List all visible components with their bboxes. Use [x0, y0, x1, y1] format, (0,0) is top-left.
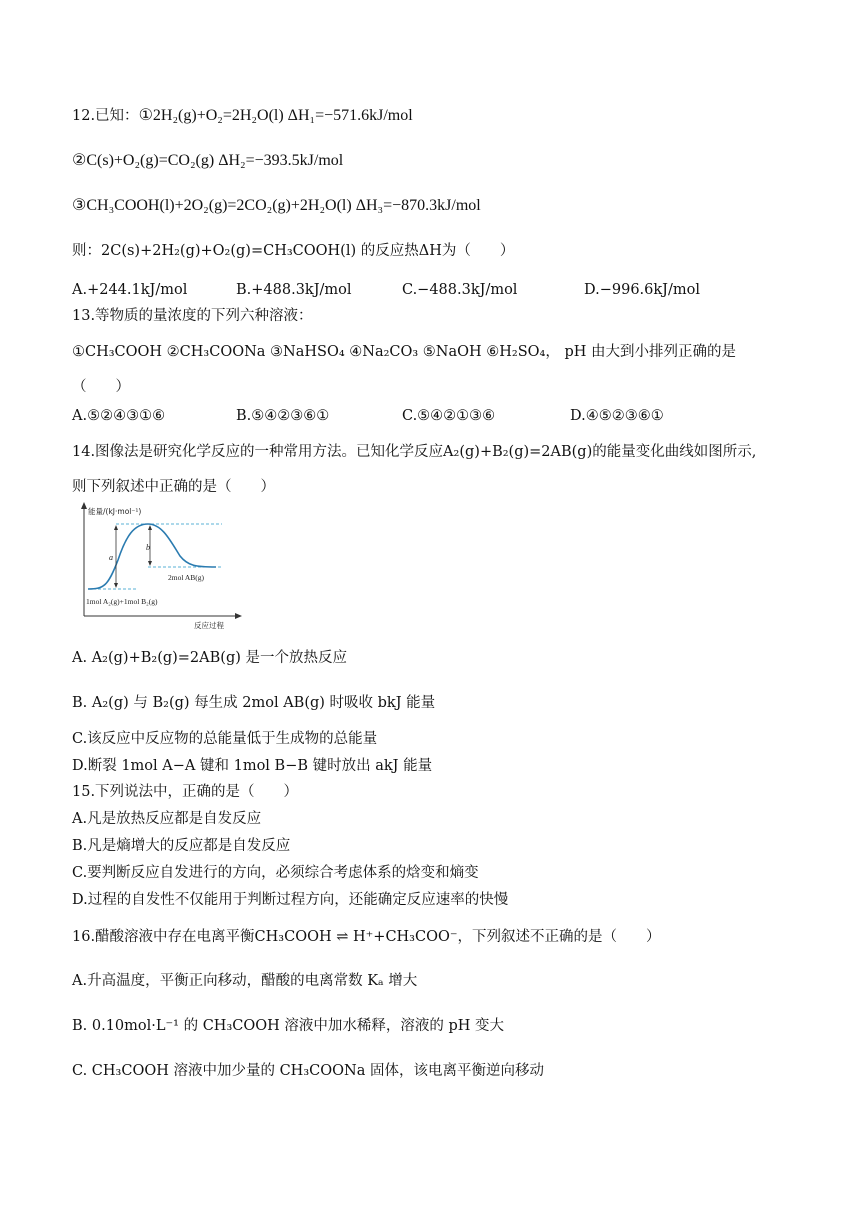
- q14-stem-1: 14.图像法是研究化学反应的一种常用方法。已知化学反应A₂(g)+B₂(g)=2AB(g)的能量变化曲线如图所示,: [72, 444, 757, 460]
- q12-prefix: 12.已知：: [72, 108, 139, 124]
- q12-option-d[interactable]: D.−996.6kJ/mol: [584, 282, 700, 298]
- q15-option-c[interactable]: C.要判断反应自发进行的方向，必须综合考虑体系的焓变和熵变: [72, 865, 479, 881]
- q14-option-a[interactable]: A. A₂(g)+B₂(g)=2AB(g) 是一个放热反应: [72, 650, 347, 666]
- q13-option-b[interactable]: B.⑤④②③⑥①: [236, 408, 330, 424]
- q13-list: ①CH₃COOH ②CH₃COONa ③NaHSO₄ ④Na₂CO₃ ⑤NaOH ⑥H₂SO₄， pH 由大到小排列正确的是: [72, 344, 737, 360]
- q16-option-b[interactable]: B. 0.10mol·L⁻¹ 的 CH₃COOH 溶液中加水稀释，溶液的 pH 变大: [72, 1018, 505, 1034]
- label-a: a: [109, 553, 113, 562]
- q14-option-b[interactable]: B. A₂(g) 与 B₂(g) 每生成 2mol AB(g) 时吸收 bkJ 能量: [72, 695, 436, 711]
- q16-option-a[interactable]: A.升高温度，平衡正向移动，醋酸的电离常数 Kₐ 增大: [72, 973, 418, 989]
- x-axis-label: 反应过程: [194, 621, 224, 630]
- q12-stem: [72, 106, 413, 126]
- q12-option-b[interactable]: B.+488.3kJ/mol: [236, 282, 352, 298]
- x-axis-arrow: [235, 613, 242, 619]
- q13-option-d[interactable]: D.④⑤②③⑥①: [570, 408, 664, 424]
- q15-option-d[interactable]: D.过程的自发性不仅能用于判断过程方向，还能确定反应速率的快慢: [72, 892, 509, 908]
- label-b: b: [146, 543, 150, 552]
- q16-option-c[interactable]: C. CH₃COOH 溶液中加少量的 CH₃COONa 固体，该电离平衡逆向移动: [72, 1063, 544, 1079]
- q12-eq3: ③CH₃COOH(l)+2O₂(g)=2CO₂(g)+2H₂O(l) ΔH₃=−870.3kJ/mol: [72, 197, 481, 214]
- q12-eq1: ①2H₂(g)+O₂=2H₂O(l) ΔH₁=−571.6kJ/mol: [138, 107, 413, 124]
- q13-option-c[interactable]: C.⑤④②①③⑥: [402, 408, 496, 424]
- product-label: 2mol AB(g): [168, 573, 205, 582]
- q14-option-d[interactable]: D.断裂 1mol A−A 键和 1mol B−B 键时放出 akJ 能量: [72, 758, 433, 774]
- q15-option-a[interactable]: A.凡是放热反应都是自发反应: [72, 811, 262, 827]
- reactant-label: 1mol A₂(g)+1mol B₂(g): [86, 597, 158, 606]
- q14-stem-2: 则下列叙述中正确的是（ ）: [72, 479, 275, 495]
- q16-stem: 16.醋酸溶液中存在电离平衡CH₃COOH ⇌ H⁺+CH₃COO⁻，下列叙述不正确的是（ ）: [72, 929, 661, 945]
- q15-stem: 15.下列说法中，正确的是（ ）: [72, 784, 299, 800]
- q13-option-a[interactable]: A.⑤②④③①⑥: [72, 408, 166, 424]
- y-axis-arrow: [81, 502, 87, 509]
- q12-ask: 则：2C(s)+2H₂(g)+O₂(g)=CH₃COOH(l) 的反应热ΔH为（ ）: [72, 243, 515, 259]
- y-axis-label: 能量/(kJ·mol⁻¹): [88, 507, 142, 516]
- q14-option-c[interactable]: C.该反应中反应物的总能量低于生成物的总能量: [72, 731, 378, 747]
- q12-option-a[interactable]: A.+244.1kJ/mol: [72, 282, 188, 298]
- q13-stem: 13.等物质的量浓度的下列六种溶液：: [72, 308, 313, 324]
- q12-eq2: ②C(s)+O₂(g)=CO₂(g) ΔH₂=−393.5kJ/mol: [72, 152, 344, 169]
- energy-diagram: [76, 500, 246, 630]
- q13-paren: （ ）: [72, 379, 130, 395]
- q12-option-c[interactable]: C.−488.3kJ/mol: [402, 282, 518, 298]
- q15-option-b[interactable]: B.凡是熵增大的反应都是自发反应: [72, 838, 291, 854]
